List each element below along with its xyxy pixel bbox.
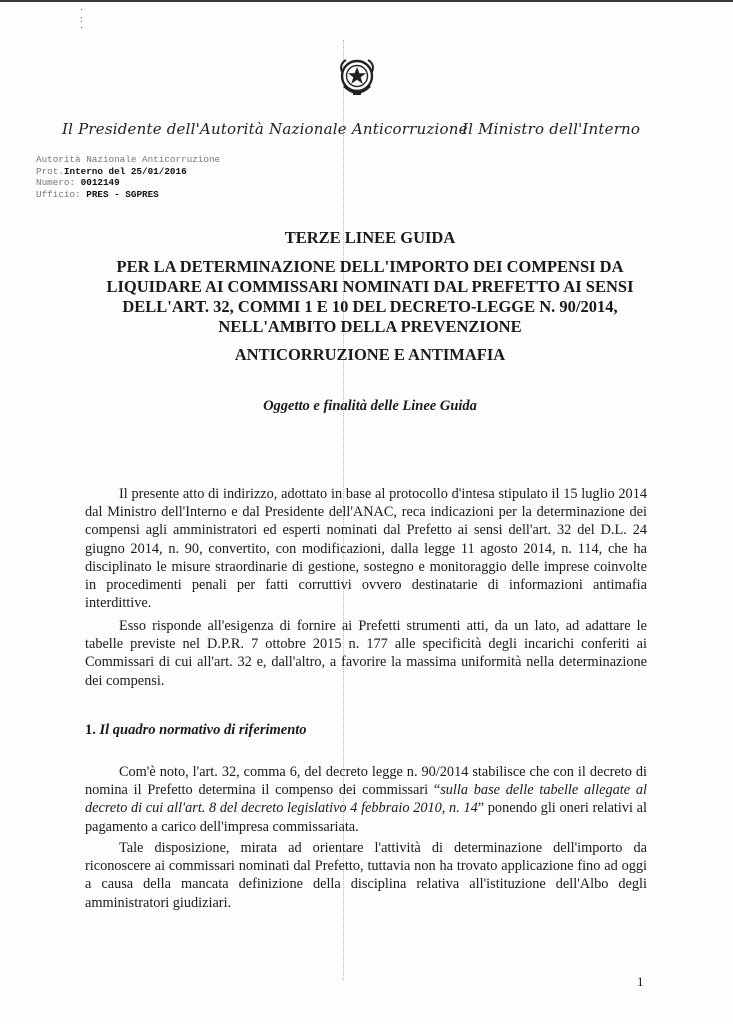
section-heading-1 bbox=[85, 722, 307, 739]
subtitle-line: LIQUIDARE AI COMMISSARI NOMINATI DAL PREFETTO AI SENSI bbox=[106, 277, 634, 296]
protocol-number-label: Numero: bbox=[36, 177, 76, 188]
document-subtitle bbox=[40, 257, 700, 337]
italian-republic-emblem-icon bbox=[333, 52, 381, 100]
protocol-line bbox=[36, 166, 220, 178]
section-title: Il quadro normativo di riferimento bbox=[99, 722, 307, 738]
document-title: TERZE LINEE GUIDA bbox=[284, 228, 456, 247]
scan-specks: · : · bbox=[80, 5, 84, 34]
page-number: 1 bbox=[637, 974, 644, 989]
paragraph-art32-text-a: Com'è noto, l'art. 32, comma 6, del decreto legge n. 90/2014 stabilisce che con il decreto di nomina il Prefetto determina il compenso dei commissari “ bbox=[85, 764, 647, 799]
paragraph-art32 bbox=[85, 763, 647, 836]
protocol-value: Interno del 25/01/2016 bbox=[63, 165, 187, 177]
protocol-authority: Autorità Nazionale Anticorruzione bbox=[36, 154, 221, 165]
paragraph-albo: Tale disposizione, mirata ad orientare l'attività di determinazione dell'importo da riconoscere ai commissari nominati dal Prefetto, tuttavia non ha trovato applicazione fino ad oggi a causa della mancata definizione della disciplina relativa all'istituzione dell'Albo degli amministratori giudiziari. bbox=[85, 840, 647, 911]
section-number: 1. bbox=[85, 722, 96, 738]
section-heading-oggetto: Oggetto e finalità delle Linee Guida bbox=[263, 398, 477, 414]
subtitle-final-line: ANTICORRUZIONE E ANTIMAFIA bbox=[234, 345, 506, 364]
protocol-label: Prot. bbox=[36, 165, 64, 177]
subtitle-line: PER LA DETERMINAZIONE DELL'IMPORTO DEI COMPENSI DA bbox=[116, 257, 624, 276]
protocol-office-label: Ufficio: bbox=[36, 188, 81, 200]
paragraph-art32-quote: sulla base delle tabelle allegate al decreto di cui all'art. 8 del decreto legislativo 4 febbraio 2010, n. 14 bbox=[85, 782, 647, 817]
protocol-office-line bbox=[36, 189, 220, 201]
protocol-number-value: 0012149 bbox=[80, 177, 120, 188]
scan-border bbox=[0, 0, 733, 2]
protocol-stamp bbox=[36, 154, 220, 200]
paragraph-intro: Il presente atto di indirizzo, adottato in base al protocollo d'intesa stipulato il 15 luglio 2014 dal Ministro dell'Interno e dal Presidente dell'ANAC, reca indicazioni per la determinazione dei compensi agli amministratori ed esperti nominati dal Prefetto ai sensi dell'art. 32 del D.L. 24 giugno 2014, n. 90, convertito, con modificazioni, dalla legge 11 agosto 2014, n. 114, che ha disciplinato le misure straordinarie di gestione, sostegno e monitoraggio delle imprese coinvolte in procedimenti penali per fatti corruttivi ovvero destinatarie di informazioni antimafia interdittive. bbox=[85, 486, 647, 612]
protocol-office-value: PRES - SGPRES bbox=[86, 188, 159, 200]
subtitle-line: DELL'ART. 32, COMMI 1 E 10 DEL DECRETO-LEGGE N. 90/2014, bbox=[122, 297, 618, 316]
signature-presidente-anac: Il Presidente dell'Autorità Nazionale Anticorruzione bbox=[62, 120, 468, 138]
paragraph-purpose: Esso risponde all'esigenza di fornire ai Prefetti strumenti atti, da un lato, ad adattare le tabelle previste nel D.P.R. 7 ottobre 2015 n. 177 alle specificità degli incarichi conferiti ai Commissari di cui all'art. 32 e, dall'altro, a favorire la massima uniformità nella determinazione dei compensi. bbox=[85, 618, 647, 689]
subtitle-line: NELL'AMBITO DELLA PREVENZIONE bbox=[218, 317, 522, 336]
paragraph-art32-text-b: ” ponendo gli oneri relativi al pagamento a carico dell'impresa commissariata. bbox=[85, 800, 647, 835]
signature-ministro-interno: Il Ministro dell'Interno bbox=[462, 120, 641, 138]
protocol-number-line bbox=[36, 177, 220, 189]
